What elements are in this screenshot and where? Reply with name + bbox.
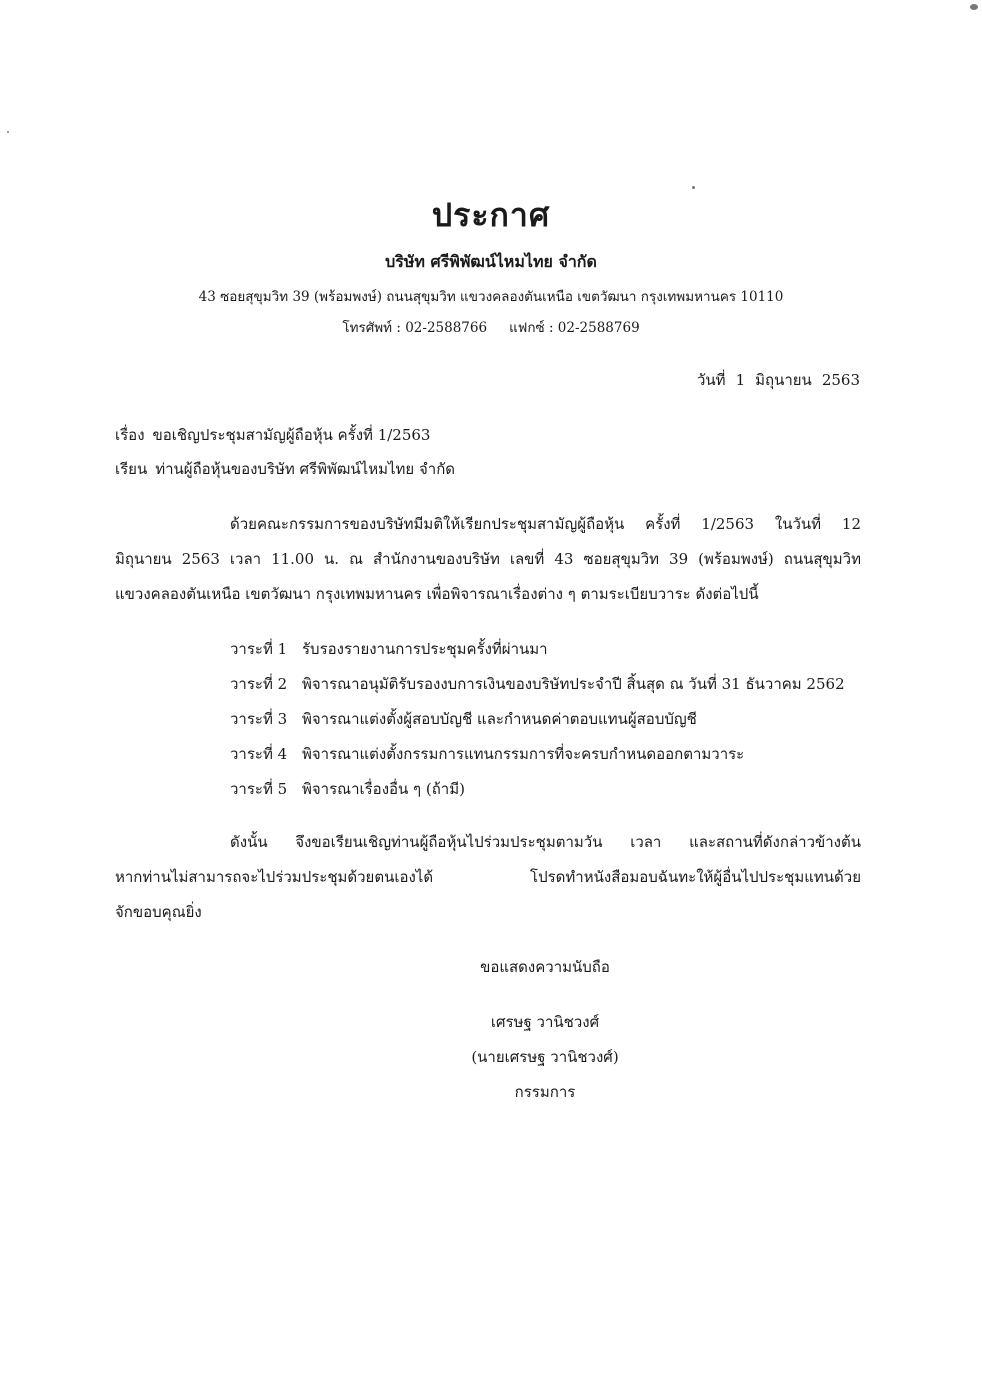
phone-number: โทรศัพท์ : 02-2588766 (342, 320, 488, 336)
company-address: 43 ซอยสุขุมวิท 39 (พร้อมพงษ์) ถนนสุขุมวิท แขวงคลองตันเหนือ เขตวัฒนา กรุงเทพมหานคร 10110 (198, 289, 784, 305)
intro-line-2: มิถุนายน 2563 เวลา 11.00 น. ณ สำนักงานของบริษัท เลขที่ 43 ซอยสุขุมวิท 39 (พร้อมพงษ์) ถนนสุขุมวิท (115, 550, 861, 568)
date-year: 2563 (821, 371, 860, 389)
intro-paragraph (115, 511, 861, 616)
agenda-number: วาระที่ 5 (230, 780, 288, 798)
agenda-number: วาระที่ 1 (230, 640, 288, 658)
subject-text: ขอเชิญประชุมสามัญผู้ถือหุ้น ครั้งที่ 1/2563 (152, 426, 431, 444)
company-name: บริษัท ศรีพิพัฒน์ไหมไทย จำกัด (385, 252, 597, 271)
agenda-text: พิจารณาเรื่องอื่น ๆ (ถ้ามี) (302, 780, 465, 798)
agenda-number: วาระที่ 3 (230, 710, 288, 728)
agenda-item (230, 741, 845, 776)
signatory-position: กรรมการ (514, 1083, 576, 1101)
agenda-number: วาระที่ 4 (230, 745, 288, 763)
intro-line-3: แขวงคลองตันเหนือ เขตวัฒนา กรุงเทพมหานคร เพื่อพิจารณาเรื่องต่าง ๆ ตามระเบียบวาระ ดังต่อไปนี้ (115, 585, 759, 603)
closing-paragraph (115, 829, 861, 934)
recipient-line (115, 457, 455, 481)
scan-speck (970, 4, 978, 10)
agenda-text: พิจารณาแต่งตั้งกรรมการแทนกรรมการที่จะครบกำหนดออกตามวาระ (302, 745, 745, 763)
page-title: ประกาศ (431, 196, 551, 234)
agenda-item (230, 776, 845, 811)
closing-line-1: ดังนั้น จึงขอเรียนเชิญท่านผู้ถือหุ้นไปร่วมประชุมตามวัน เวลา และสถานที่ดังกล่าวข้างต้น (230, 833, 861, 851)
agenda-number: วาระที่ 2 (230, 675, 288, 693)
subject-line (115, 423, 430, 447)
date-day: 1 (735, 371, 746, 389)
scan-speck (7, 131, 9, 133)
date-month: มิถุนายน (755, 371, 812, 389)
signed-name: เศรษฐ วานิชวงศ์ (490, 1013, 600, 1031)
document-date (697, 368, 860, 392)
agenda-item (230, 706, 845, 741)
agenda-text: รับรองรายงานการประชุมครั้งที่ผ่านมา (302, 640, 548, 658)
agenda-text: พิจารณาอนุมัติรับรองงบการเงินของบริษัทประจำปี สิ้นสุด ณ วันที่ 31 ธันวาคม 2562 (302, 675, 845, 693)
subject-label: เรื่อง (115, 426, 145, 444)
fax-number: แฟกซ์ : 02-2588769 (509, 320, 640, 336)
agenda-item (230, 671, 845, 706)
intro-line-1: ด้วยคณะกรรมการของบริษัทมีมติให้เรียกประชุมสามัญผู้ถือหุ้น ครั้งที่ 1/2563 ในวันที่ 12 (230, 515, 861, 533)
scan-speck (692, 186, 695, 189)
company-contact (0, 316, 982, 338)
date-label: วันที่ (696, 371, 726, 389)
agenda-item (230, 636, 845, 671)
recipient-label: เรียน (115, 460, 148, 478)
signatory-full-name: (นายเศรษฐ วานิชวงศ์) (471, 1048, 619, 1066)
regards-text: ขอแสดงความนับถือ (480, 958, 610, 976)
agenda-text: พิจารณาแต่งตั้งผู้สอบบัญชี และกำหนดค่าตอบแทนผู้สอบบัญชี (302, 710, 697, 728)
closing-line-3: จักขอบคุณยิ่ง (115, 903, 202, 921)
closing-line-2: หากท่านไม่สามารถจะไปร่วมประชุมด้วยตนเองได้ โปรดทำหนังสือมอบฉันทะให้ผู้อื่นไปประชุมแทนด้วย (115, 868, 861, 886)
agenda-list (230, 636, 845, 811)
recipient-text: ท่านผู้ถือหุ้นของบริษัท ศรีพิพัฒน์ไหมไทย จำกัด (155, 460, 456, 478)
